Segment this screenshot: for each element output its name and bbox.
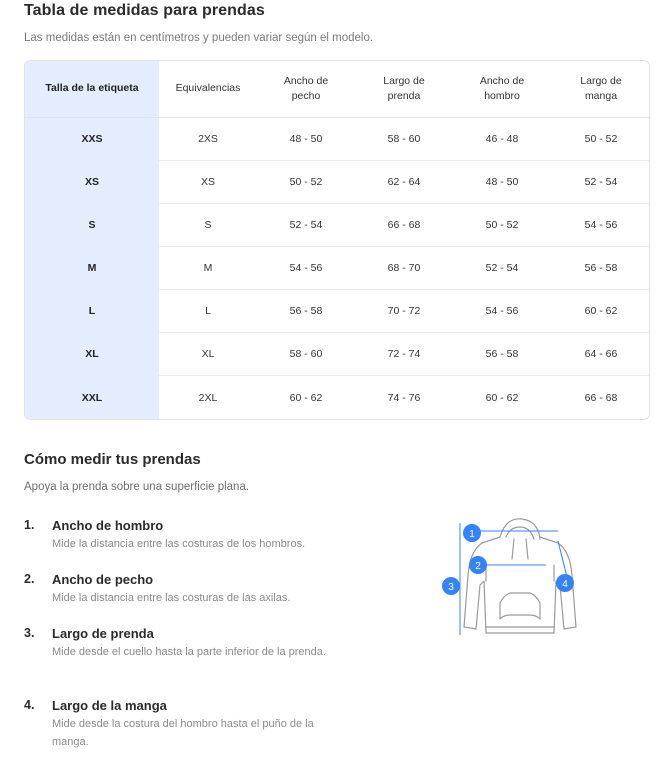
- table-cell: S: [159, 203, 257, 246]
- table-row: [25, 290, 650, 333]
- size-label-cell: S: [25, 203, 159, 246]
- step-title: Largo de prenda: [52, 626, 154, 641]
- size-label-cell: XXL: [25, 376, 159, 419]
- how-to-title: Cómo medir tus prendas: [24, 451, 201, 468]
- table-cell: 2XL: [198, 391, 218, 404]
- table-cell: 46 - 48: [453, 117, 551, 160]
- header-ancho-pecho: Ancho de pecho: [257, 61, 355, 117]
- step-chest: [24, 571, 354, 607]
- step-description: Mide desde la costura del hombro hasta el puño de la manga.: [52, 718, 314, 748]
- header-ancho-hombro: Ancho de hombro: [453, 61, 551, 117]
- table-cell: 72 - 74: [355, 333, 453, 376]
- marker-2: 2: [475, 561, 481, 572]
- table-cell: 70 - 72: [355, 290, 453, 333]
- step-title: Ancho de pecho: [52, 572, 154, 587]
- table-row: [25, 160, 650, 203]
- page-subtitle: Las medidas están en centímetros y pueden variar según el modelo.: [24, 32, 374, 44]
- table-cell: 58 - 60: [257, 333, 355, 376]
- header-talla: Talla de la etiqueta: [25, 61, 159, 117]
- header-largo-prenda: Largo de prenda: [355, 61, 453, 117]
- how-to-subtitle: Apoya la prenda sobre una superficie plana.: [24, 481, 250, 493]
- table-cell: L: [159, 290, 257, 333]
- table-cell: 50 - 52: [551, 117, 650, 160]
- step-length: [24, 625, 354, 661]
- step-number: 3.: [24, 626, 35, 640]
- table-cell: 58 - 60: [355, 117, 453, 160]
- step-shoulder: [24, 517, 354, 553]
- step-number: 4.: [24, 698, 35, 712]
- table-cell: 48 - 50: [453, 160, 551, 203]
- table-cell: 62 - 64: [355, 160, 453, 203]
- table-row: [25, 203, 650, 246]
- table-cell: 60 - 62: [485, 391, 519, 404]
- header-largo-manga: Largo de manga: [551, 61, 650, 117]
- page-title: Tabla de medidas para prendas: [24, 2, 265, 19]
- table-cell: 2XS: [159, 117, 257, 160]
- step-description: Mide desde el cuello hasta la parte inferior de la prenda.: [52, 646, 326, 658]
- table-cell: XS: [159, 160, 257, 203]
- table-cell: 52 - 54: [257, 203, 355, 246]
- table-cell: 54 - 56: [257, 246, 355, 289]
- table-cell: 54 - 56: [551, 203, 650, 246]
- marker-3: 3: [448, 582, 454, 593]
- table-cell: 66 - 68: [355, 203, 453, 246]
- table-cell: 64 - 66: [551, 333, 650, 376]
- size-label-cell: XXS: [25, 117, 159, 160]
- table-cell: M: [159, 246, 257, 289]
- step-sleeve: [24, 697, 354, 751]
- hoodie-measure-diagram-icon: [440, 515, 580, 640]
- header-equivalencias: Equivalencias: [159, 61, 257, 117]
- size-label-cell: XL: [25, 333, 159, 376]
- marker-1: 1: [469, 529, 475, 540]
- step-number: 2.: [24, 572, 35, 586]
- table-cell: 52 - 54: [551, 160, 650, 203]
- table-cell: 60 - 62: [289, 391, 323, 404]
- table-row: [25, 246, 650, 289]
- table-row: [25, 376, 650, 419]
- marker-4: 4: [562, 579, 568, 590]
- size-table: [24, 60, 650, 420]
- table-cell: 74 - 76: [387, 391, 421, 404]
- table-row: [25, 333, 650, 376]
- table-cell: 56 - 58: [453, 333, 551, 376]
- step-description: Mide la distancia entre las costuras de las axilas.: [52, 592, 291, 604]
- table-cell: 50 - 52: [453, 203, 551, 246]
- table-cell: 56 - 58: [551, 246, 650, 289]
- step-description: Mide la distancia entre las costuras de los hombros.: [52, 538, 306, 550]
- table-header-row: [25, 61, 650, 117]
- table-cell: 66 - 68: [584, 391, 618, 404]
- table-row: [25, 117, 650, 160]
- step-title: Largo de la manga: [52, 698, 167, 713]
- table-cell: 52 - 54: [453, 246, 551, 289]
- diagram-markers: [442, 524, 574, 595]
- table-cell: XL: [159, 333, 257, 376]
- table-cell: 68 - 70: [355, 246, 453, 289]
- table-cell: 60 - 62: [551, 290, 650, 333]
- step-title: Ancho de hombro: [52, 518, 164, 533]
- table-cell: 56 - 58: [257, 290, 355, 333]
- step-number: 1.: [24, 518, 35, 532]
- size-label-cell: L: [25, 290, 159, 333]
- size-label-cell: M: [25, 246, 159, 289]
- table-cell: 54 - 56: [453, 290, 551, 333]
- size-label-cell: XS: [25, 160, 159, 203]
- table-cell: 48 - 50: [257, 117, 355, 160]
- table-cell: 50 - 52: [257, 160, 355, 203]
